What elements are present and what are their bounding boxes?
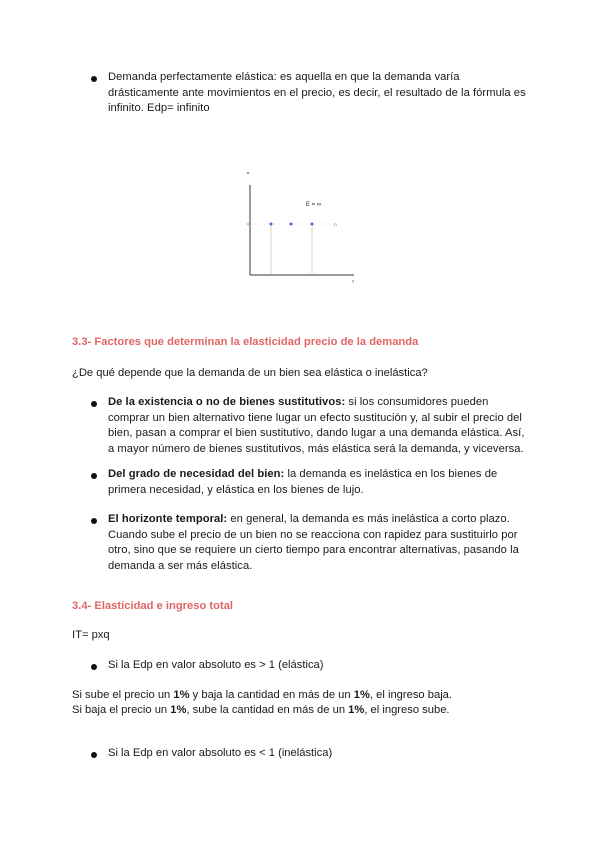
demand-point-2 bbox=[290, 223, 293, 226]
elastic-case-fall bbox=[72, 703, 450, 719]
bullet-dot bbox=[91, 76, 97, 82]
text-fragment: , el ingreso baja. bbox=[369, 689, 453, 701]
total-revenue-formula: IT= pxq bbox=[72, 629, 110, 641]
x-axis-end-label: q bbox=[352, 278, 355, 283]
text-fragment: , el ingreso sube. bbox=[364, 704, 450, 716]
factor-necessity bbox=[108, 467, 526, 498]
bullet-dot bbox=[91, 401, 97, 407]
demand-curve-label: D bbox=[334, 222, 337, 227]
percent-value: 1% bbox=[348, 704, 365, 716]
section-heading-3-4: 3.4- Elasticidad e ingreso total bbox=[72, 600, 234, 612]
percent-value: 1% bbox=[173, 689, 190, 701]
inelastic-case-bullet: Si la Edp en valor absoluto es < 1 (inelástica) bbox=[108, 747, 333, 759]
elastic-case-rise bbox=[72, 688, 452, 704]
factor-text: la demanda es inelástica en los bienes de primera necesidad, y elástica en los bienes de lujo. bbox=[108, 468, 498, 496]
elasticity-label: E = ∞ bbox=[306, 202, 322, 208]
factor-title: De la existencia o no de bienes sustitutivos: bbox=[108, 396, 346, 408]
text-fragment: Si baja el precio un bbox=[72, 704, 171, 716]
factor-text: si los consumidores pueden comprar un bien alternativo tiene lugar un efecto sustitución y, al subir el precio del bien, pasan a comprar el bien sustitutivo, dando lugar a una demanda elástica. Así, a mayor número de bienes sustitutivos, más elástica será la demanda, y viceversa. bbox=[108, 396, 525, 455]
factor-substitutes bbox=[108, 395, 526, 457]
factor-title: Del grado de necesidad del bien: bbox=[108, 468, 285, 480]
percent-value: 1% bbox=[170, 704, 187, 716]
text-fragment: y baja la cantidad en más de un bbox=[189, 689, 354, 701]
perfectly-elastic-definition: Demanda perfectamente elástica: es aquella en que la demanda varía drásticamente ante movimientos en el precio, es decir, el resultado de la fórmula es infinito. Edp= infinito bbox=[108, 71, 526, 115]
section-heading-3-3: 3.3- Factores que determinan la elasticidad precio de la demanda bbox=[72, 336, 419, 348]
text-fragment: , sube la cantidad en más de un bbox=[186, 704, 349, 716]
perfectly-elastic-demand-graph bbox=[238, 165, 363, 287]
price-marker bbox=[247, 223, 249, 225]
text-fragment: Si sube el precio un bbox=[72, 689, 174, 701]
elastic-case-bullet: Si la Edp en valor absoluto es > 1 (elástica) bbox=[108, 659, 324, 671]
bullet-dot bbox=[91, 473, 97, 479]
percent-value: 1% bbox=[353, 689, 370, 701]
y-axis-marker bbox=[247, 172, 249, 174]
bullet-dot bbox=[91, 752, 97, 758]
factor-text: en general, la demanda es más inelástica a corto plazo. Cuando sube el precio de un bien no se reacciona con rapidez para sustituirlo por otro, sino que se requiere un cierto tiempo para encontrar alternativas, pasando la demanda a ser más elástica. bbox=[108, 513, 519, 572]
factor-title: El horizonte temporal: bbox=[108, 513, 228, 525]
bullet-dot bbox=[91, 518, 97, 524]
section-question: ¿De qué depende que la demanda de un bien sea elástica o inelástica? bbox=[72, 367, 428, 379]
factor-time-horizon bbox=[108, 512, 526, 574]
bullet-dot bbox=[91, 664, 97, 670]
